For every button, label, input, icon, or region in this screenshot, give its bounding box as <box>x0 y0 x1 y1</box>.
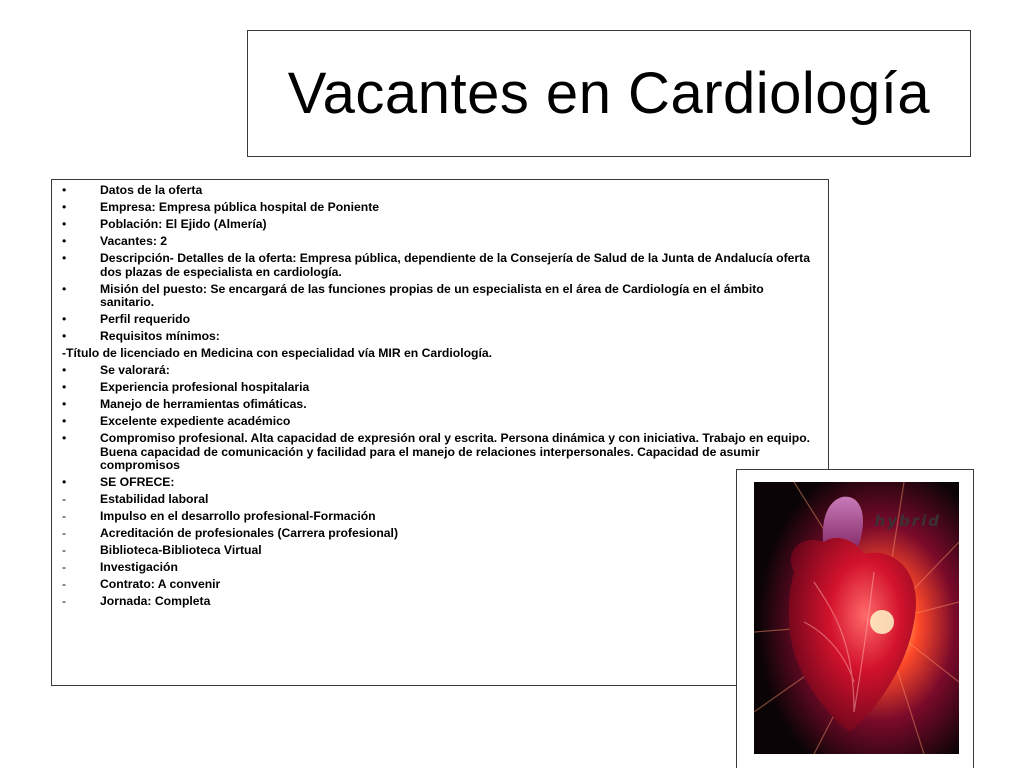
item-text: Se valorará: <box>100 363 170 378</box>
list-item <box>60 184 818 198</box>
item-text: Misión del puesto: Se encargará de las funciones propias de un especialista en el área de Cardiología en el ámbito sanitario. <box>100 281 764 310</box>
item-text: Descripción- Detalles de la oferta: Empresa pública, dependiente de la Consejería de Salud de la Junta de Andalucía oferta dos plazas de especialista en cardiología. <box>100 250 811 279</box>
bullet-marker: • <box>62 312 67 327</box>
bullet-marker: • <box>62 329 67 344</box>
list-item <box>60 330 818 344</box>
heart-image-frame <box>736 469 974 768</box>
bullet-marker: • <box>62 397 67 412</box>
list-item <box>60 283 818 310</box>
bullet-marker: • <box>62 183 67 197</box>
item-text: Población: El Ejido (Almería) <box>100 216 267 231</box>
dash-marker: - <box>62 492 67 507</box>
item-text: Empresa: Empresa pública hospital de Poniente <box>100 199 380 214</box>
list-item <box>60 432 818 473</box>
list-item <box>60 595 818 609</box>
title-box <box>247 30 971 157</box>
dash-marker: - <box>62 543 67 558</box>
item-text: Jornada: Completa <box>100 594 211 609</box>
bullet-marker: • <box>62 233 67 248</box>
bullet-marker: • <box>62 430 67 445</box>
bullet-marker: • <box>62 199 67 214</box>
list-item <box>60 347 818 361</box>
item-text: Compromiso profesional. Alta capacidad de expresión oral y escrita. Persona dinámica y con iniciativa. Trabajo en equipo. Buena capacidad de comunicación y facilidad para el manejo de relaciones interpersonales. Capacidad de asumir compromisos <box>100 430 811 473</box>
item-text: Excelente expediente académico <box>100 414 291 428</box>
list-item <box>60 510 818 524</box>
list-item <box>60 561 818 575</box>
bullet-marker: • <box>62 216 67 231</box>
dash-marker: - <box>62 594 67 609</box>
dash-marker: - <box>62 560 67 575</box>
item-text: Perfil requerido <box>100 312 191 327</box>
list-item <box>60 415 818 429</box>
dash-marker: - <box>62 526 67 541</box>
dash-marker: - <box>62 509 67 524</box>
list-item <box>60 527 818 541</box>
list-item <box>60 364 818 378</box>
list-item <box>60 252 818 279</box>
item-text: SE OFRECE: <box>100 475 175 490</box>
list-item <box>60 313 818 327</box>
light-core <box>870 610 894 634</box>
offer-list <box>60 184 818 609</box>
bullet-marker: • <box>62 250 67 265</box>
bullet-marker: • <box>62 414 67 428</box>
item-text: Acreditación de profesionales (Carrera profesional) <box>100 526 398 541</box>
bullet-marker: • <box>62 363 67 378</box>
list-item <box>60 381 818 395</box>
bullet-marker: • <box>62 380 67 395</box>
list-item <box>60 476 818 490</box>
bullet-marker: • <box>62 281 67 296</box>
item-text: -Título de licenciado en Medicina con especialidad vía MIR en Cardiología. <box>62 346 493 361</box>
bullet-marker: • <box>62 475 67 490</box>
item-text: Vacantes: 2 <box>100 233 168 248</box>
list-item <box>60 398 818 412</box>
item-text: Contrato: A convenir <box>100 577 221 592</box>
item-text: Investigación <box>100 560 178 575</box>
list-item <box>60 493 818 507</box>
item-text: Biblioteca-Biblioteca Virtual <box>100 543 262 558</box>
list-item <box>60 578 818 592</box>
list-item <box>60 218 818 232</box>
content-box <box>51 179 829 686</box>
watermark-text: hybrid <box>874 512 941 530</box>
slide-title: Vacantes en Cardiología <box>287 61 931 126</box>
list-item <box>60 544 818 558</box>
item-text: Datos de la oferta <box>100 183 203 197</box>
item-text: Manejo de herramientas ofimáticas. <box>100 397 307 412</box>
heart-image <box>754 482 959 754</box>
list-item <box>60 201 818 215</box>
item-text: Experiencia profesional hospitalaria <box>100 380 310 395</box>
item-text: Impulso en el desarrollo profesional-Formación <box>100 509 376 524</box>
list-item <box>60 235 818 249</box>
item-text: Estabilidad laboral <box>100 492 209 507</box>
item-text: Requisitos mínimos: <box>100 329 220 344</box>
dash-marker: - <box>62 577 67 592</box>
